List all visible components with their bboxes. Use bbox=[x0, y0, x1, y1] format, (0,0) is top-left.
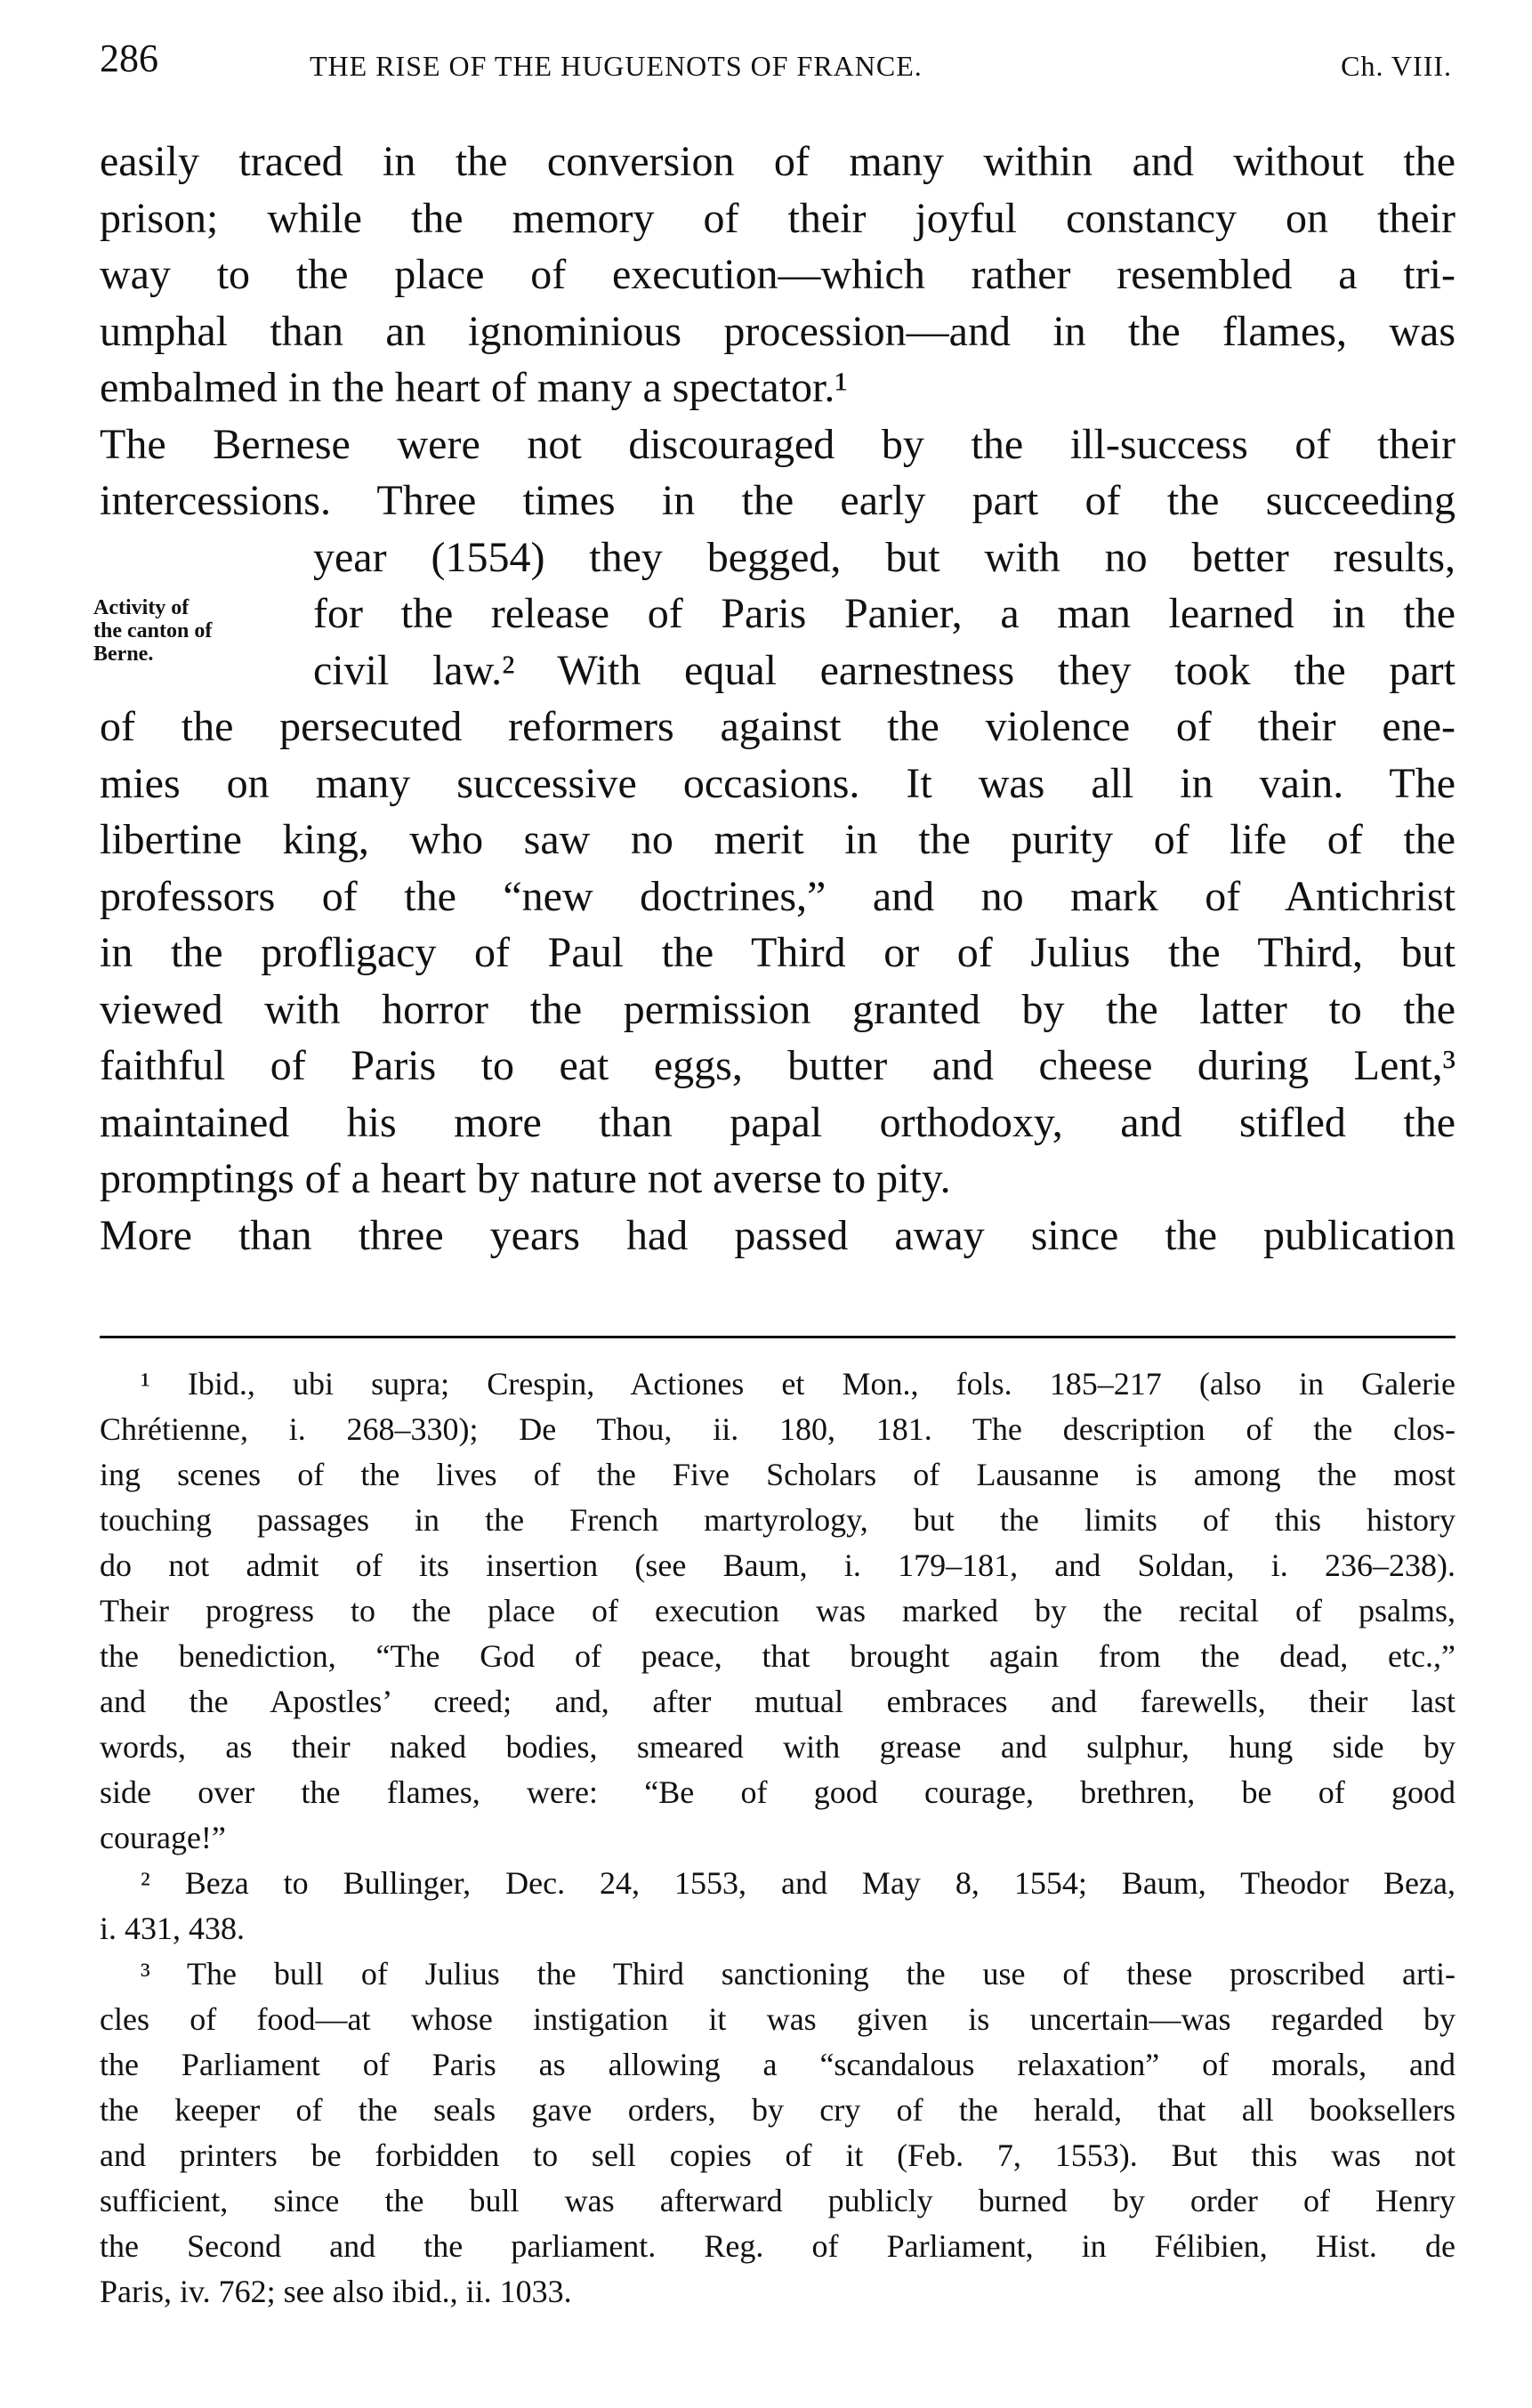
body-line: easily traced in the conversion of many within and without the bbox=[100, 138, 1455, 185]
footnote-line: ³ The bull of Julius the Third sanctioning the use of these proscribed arti- bbox=[141, 1956, 1455, 1992]
footnote-line: the benediction, “The God of peace, that brought again from the dead, etc.,” bbox=[100, 1638, 1455, 1674]
body-line: for the release of Paris Panier, a man learned in the bbox=[313, 590, 1455, 637]
footnote-line: Chrétienne, i. 268–330); De Thou, ii. 180, 181. The description of the clos- bbox=[100, 1411, 1455, 1447]
margin-note-line: the canton of bbox=[93, 619, 213, 642]
body-line: More than three years had passed away since the publication bbox=[100, 1211, 1455, 1259]
body-line: embalmed in the heart of many a spectator.¹ bbox=[100, 364, 848, 411]
footnote-line: and the Apostles’ creed; and, after mutual embraces and farewells, their last bbox=[100, 1684, 1455, 1719]
body-line: faithful of Paris to eat eggs, butter and cheese during Lent,³ bbox=[100, 1042, 1455, 1089]
body-line: viewed with horror the permission granted by the latter to the bbox=[100, 985, 1455, 1033]
body-line: intercessions. Three times in the early part of the succeeding bbox=[100, 477, 1455, 524]
footnote-line: cles of food—at whose instigation it was given is uncertain—was regarded by bbox=[100, 2001, 1455, 2037]
body-line: civil law.² With equal earnestness they took the part bbox=[313, 646, 1455, 694]
footnote-line: i. 431, 438. bbox=[100, 1911, 246, 1946]
footnote-line: the Second and the parliament. Reg. of Parliament, in Félibien, Hist. de bbox=[100, 2228, 1455, 2264]
footnote-line: sufficient, since the bull was afterward publicly burned by order of Henry bbox=[100, 2183, 1455, 2218]
footnote-line: ² Beza to Bullinger, Dec. 24, 1553, and May 8, 1554; Baum, Theodor Beza, bbox=[141, 1865, 1455, 1901]
footnote-line: and printers be forbidden to sell copies of it (Feb. 7, 1553). But this was not bbox=[100, 2137, 1455, 2173]
body-line: promptings of a heart by nature not averse to pity. bbox=[100, 1155, 951, 1202]
footnote-line: ing scenes of the lives of the Five Scholars of Lausanne is among the most bbox=[100, 1457, 1455, 1492]
footnote-line: Paris, iv. 762; see also ibid., ii. 1033. bbox=[100, 2274, 572, 2309]
running-title: THE RISE OF THE HUGUENOTS OF FRANCE. bbox=[310, 50, 923, 82]
footnote-line: side over the flames, were: “Be of good courage, brethren, be of good bbox=[100, 1774, 1455, 1810]
footnotes bbox=[100, 1362, 1455, 2315]
footnote-line: courage!” bbox=[100, 1820, 226, 1855]
body-line: in the profligacy of Paul the Third or of Julius the Third, but bbox=[100, 929, 1455, 976]
body-line: of the persecuted reformers against the violence of their ene- bbox=[100, 703, 1455, 750]
body-line: maintained his more than papal orthodoxy, and stifled the bbox=[100, 1098, 1455, 1146]
body-line: libertine king, who saw no merit in the purity of life of the bbox=[100, 816, 1455, 863]
page-header bbox=[100, 36, 1452, 89]
footnote-line: the Parliament of Paris as allowing a “scandalous relaxation” of morals, and bbox=[100, 2047, 1455, 2082]
footnote-line: touching passages in the French martyrology, but the limits of this history bbox=[100, 1502, 1455, 1538]
body-line: prison; while the memory of their joyful constancy on their bbox=[100, 194, 1455, 242]
body-line: The Bernese were not discouraged by the ill-success of their bbox=[100, 420, 1455, 468]
body-line: professors of the “new doctrines,” and no mark of Antichrist bbox=[100, 872, 1455, 920]
footnote-line: the keeper of the seals gave orders, by cry of the herald, that all booksellers bbox=[100, 2092, 1455, 2128]
body-line: mies on many successive occasions. It was all in vain. The bbox=[100, 759, 1455, 807]
footnote-line: ¹ Ibid., ubi supra; Crespin, Actiones et Mon., fols. 185–217 (also in Galerie bbox=[141, 1366, 1455, 1402]
chapter-label: Ch. VIII. bbox=[1341, 50, 1452, 82]
margin-note-line: Berne. bbox=[93, 642, 154, 666]
footnote-line: words, as their naked bodies, smeared with grease and sulphur, hung side by bbox=[100, 1729, 1455, 1765]
body-line: way to the place of execution—which rather resembled a tri- bbox=[100, 251, 1455, 298]
body-line: year (1554) they begged, but with no better results, bbox=[313, 533, 1455, 581]
body-line: umphal than an ignominious procession—and in the flames, was bbox=[100, 307, 1455, 355]
footnote-divider bbox=[100, 1336, 1455, 1338]
margin-note-line: Activity of bbox=[93, 596, 189, 619]
footnote-line: do not admit of its insertion (see Baum, i. 179–181, and Soldan, i. 236–238). bbox=[100, 1547, 1455, 1583]
page-number: 286 bbox=[100, 36, 158, 80]
body-text bbox=[100, 133, 1455, 1264]
footnote-line: Their progress to the place of execution was marked by the recital of psalms, bbox=[100, 1593, 1455, 1628]
